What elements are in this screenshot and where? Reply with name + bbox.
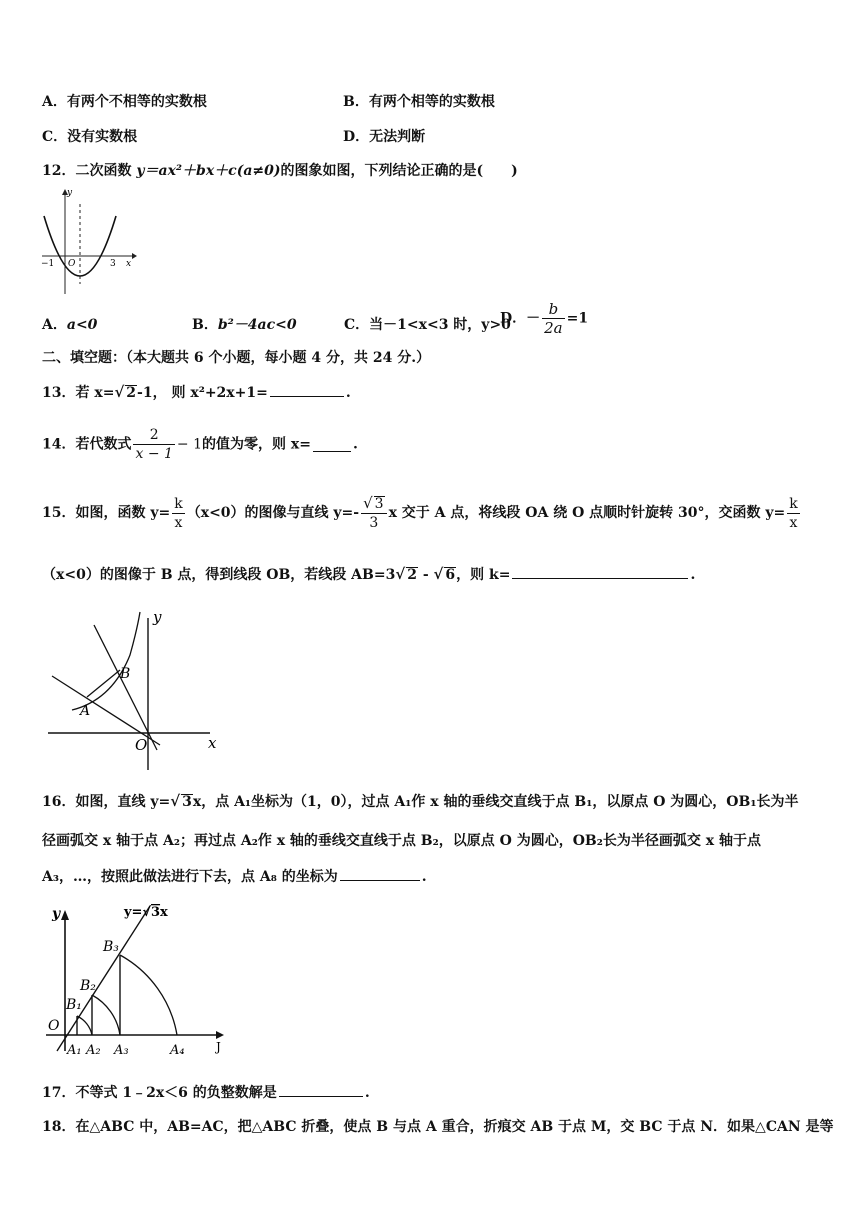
q14-end: . — [352, 436, 358, 453]
q15-segment-ab — [87, 670, 120, 697]
q16-line-2: 径画弧交 x 轴于点 A₂；再过点 A₂作 x 轴的垂线交直线于点 B₂，以原点 O 为圆心，OB₂长为半径画弧交 x 轴于点 — [42, 833, 761, 849]
q16-arc-2 — [92, 995, 120, 1035]
q15-number: 15． — [42, 505, 76, 521]
q12-y-label: y — [67, 188, 73, 198]
q12-option-d-fraction — [542, 300, 565, 337]
q16-arc-3 — [120, 955, 177, 1035]
q16-y-label: y — [52, 906, 61, 922]
q17 — [42, 1082, 370, 1102]
q17-number: 17． — [42, 1085, 76, 1101]
sqrt-icon: √ — [395, 565, 406, 583]
q16-b1-label: B₁ — [66, 997, 82, 1013]
q15-three: 3 — [369, 515, 379, 531]
q17-answer-blank[interactable] — [279, 1082, 363, 1097]
q15-fraction-root3-3 — [361, 494, 386, 532]
q16-b2-label: B₂ — [80, 978, 96, 994]
q12-option-d-denominator: 2a — [544, 319, 563, 337]
q14-pre: 若代数式 — [75, 436, 132, 453]
q12-option-d-numerator: b — [542, 300, 565, 319]
q18-text: 在△ABC 中，AB=AC，把△ABC 折叠，使点 B 与点 A 重合，折痕交 AB 于点 M，交 BC 于点 N．如果△CAN 是等 — [75, 1119, 834, 1135]
q12-option-c: C．当－1<x<3 时，y>0 — [344, 317, 511, 333]
q16-root3: 3 — [182, 794, 192, 810]
q16-origin-label: O — [48, 1018, 60, 1034]
q15-y-label: y — [153, 608, 162, 626]
q12-stem — [42, 160, 518, 180]
q11-option-d: D．无法判断 — [343, 129, 426, 145]
sqrt-icon: √ — [170, 792, 181, 810]
q15-fraction-k-x-2 — [787, 495, 799, 532]
q16-line1-post: x，点 A₁坐标为（1，0），过点 A₁作 x 轴的垂线交直线于点 B₁，以原点 O 为圆心，OB₁长为半 — [192, 794, 799, 810]
q12-option-b-expr: b²－4ac<0 — [217, 317, 297, 333]
q14-answer-blank[interactable] — [313, 437, 351, 452]
q14 — [42, 426, 358, 463]
q13-radicand: 2 — [126, 385, 137, 401]
q11-option-a: A．有两个不相等的实数根 — [42, 94, 207, 110]
q12-option-b-label: B． — [192, 317, 218, 333]
q15-point-a-label: A — [80, 703, 91, 719]
q17-text: 不等式 1﹣2x＜6 的负整数解是 — [75, 1085, 277, 1101]
sqrt-icon: √ — [433, 565, 444, 583]
q12-formula: y＝ax²＋bx＋c(a≠0) — [136, 163, 281, 179]
q11-option-b: B．有两个相等的实数根 — [343, 94, 495, 110]
q15-answer-blank[interactable] — [512, 564, 688, 579]
q12-number: 12． — [42, 163, 76, 179]
q13-number: 13． — [42, 385, 76, 401]
q12-stem-post: 的图象如图，下列结论正确的是( ) — [280, 163, 518, 179]
q16-b3-label: B₃ — [103, 939, 119, 955]
q15-fraction-k-x — [172, 495, 184, 532]
q14-number: 14． — [42, 436, 76, 453]
q17-end: . — [364, 1085, 370, 1101]
q16-y-arrow — [61, 910, 69, 920]
q16-a4-label: A₄ — [170, 1043, 185, 1058]
q16-line-y-root3x — [57, 906, 150, 1051]
q16-end: . — [421, 869, 427, 885]
q15-k-2: k — [789, 495, 798, 512]
q13-answer-blank[interactable] — [270, 382, 344, 397]
q15-minus: - — [417, 567, 434, 583]
q18 — [42, 1116, 834, 1136]
q12-option-a — [42, 314, 97, 334]
q16-line-3 — [42, 866, 427, 886]
q15-x: x — [174, 514, 183, 531]
q15-k: k — [174, 495, 183, 512]
q13-mid: -1， 则 x²+2x+1= — [137, 385, 268, 401]
q16-line1-pre: 如图，直线 y= — [75, 794, 171, 810]
sqrt-icon: √ — [363, 494, 373, 512]
q12-x-label: x — [126, 259, 132, 269]
q14-numerator: 2 — [133, 426, 174, 445]
q12-stem-pre: 二次函数 — [75, 163, 137, 179]
q16-line-label: y=√3x — [124, 905, 168, 920]
q11-option-c: C．没有实数根 — [42, 129, 138, 145]
q12-left-root-label: −1 — [41, 259, 55, 269]
q15-root6: 6 — [445, 567, 456, 583]
q16-line-1 — [42, 791, 798, 811]
q15-graph — [42, 600, 227, 775]
q16-graph — [40, 896, 230, 1061]
q13 — [42, 382, 351, 402]
q15-line-oa — [52, 676, 160, 745]
q16-answer-blank[interactable] — [340, 866, 420, 881]
q12-option-d-label: D．－ — [500, 310, 541, 327]
q15-text-1: 如图，函数 y= — [75, 505, 171, 521]
q16-a3-label: A₃ — [114, 1043, 129, 1058]
sqrt-icon: √ — [114, 383, 125, 401]
q16-axis-end-label: J — [216, 1040, 221, 1054]
q16-a2-label: A₂ — [86, 1043, 101, 1058]
q12-option-d-post: =1 — [566, 310, 589, 327]
q12-option-d — [500, 300, 588, 337]
q16-line3-pre: A₃，…，按照此做法进行下去，点 A₈ 的坐标为 — [42, 869, 338, 885]
q16-number: 16． — [42, 794, 76, 810]
q12-option-a-label: A． — [42, 317, 67, 333]
q14-denominator: x − 1 — [135, 446, 173, 462]
q14-mid: 的值为零，则 x= — [202, 436, 311, 453]
q12-option-a-expr: a<0 — [66, 317, 98, 333]
q15-line-2 — [42, 564, 695, 584]
q13-pre: 若 x= — [75, 385, 115, 401]
q13-end: . — [345, 385, 351, 401]
q14-minus-one: − 1 — [176, 436, 203, 453]
q15-text-2: （x<0）的图像与直线 y=- — [186, 505, 360, 521]
q15-text-3: x 交于 A 点，将线段 OA 绕 O 点顺时针旋转 30°，交函数 y= — [388, 505, 786, 521]
q16-arc-1 — [77, 1016, 92, 1035]
q15-line2-pre: （x<0）的图像于 B 点，得到线段 OB，若线段 AB=3 — [42, 567, 396, 583]
q15-point-b-label: B — [120, 666, 131, 682]
q12-right-root-label: 3 — [110, 259, 116, 269]
q15-line2-post: ，则 k= — [456, 567, 511, 583]
q14-fraction — [133, 426, 174, 463]
q12-parabola-graph — [38, 186, 138, 301]
q15-x-label: x — [208, 734, 217, 752]
q12-origin-label: O — [68, 259, 76, 269]
q18-number: 18． — [42, 1119, 76, 1135]
q16-x-arrow — [216, 1031, 224, 1039]
q16-a1-label: A₁ — [67, 1043, 82, 1058]
q15-root2: 2 — [407, 567, 417, 583]
q15-root3: 3 — [374, 496, 384, 512]
q15-origin-label: O — [135, 736, 148, 754]
q15-x-2: x — [789, 514, 798, 531]
section-2-header: 二、填空题：（本大题共 6 个小题，每小题 4 分，共 24 分.） — [42, 350, 431, 366]
q12-x-arrow — [132, 253, 137, 259]
q12-option-b — [192, 314, 297, 334]
q15-end: . — [690, 567, 696, 583]
q15-line-1 — [42, 494, 802, 532]
